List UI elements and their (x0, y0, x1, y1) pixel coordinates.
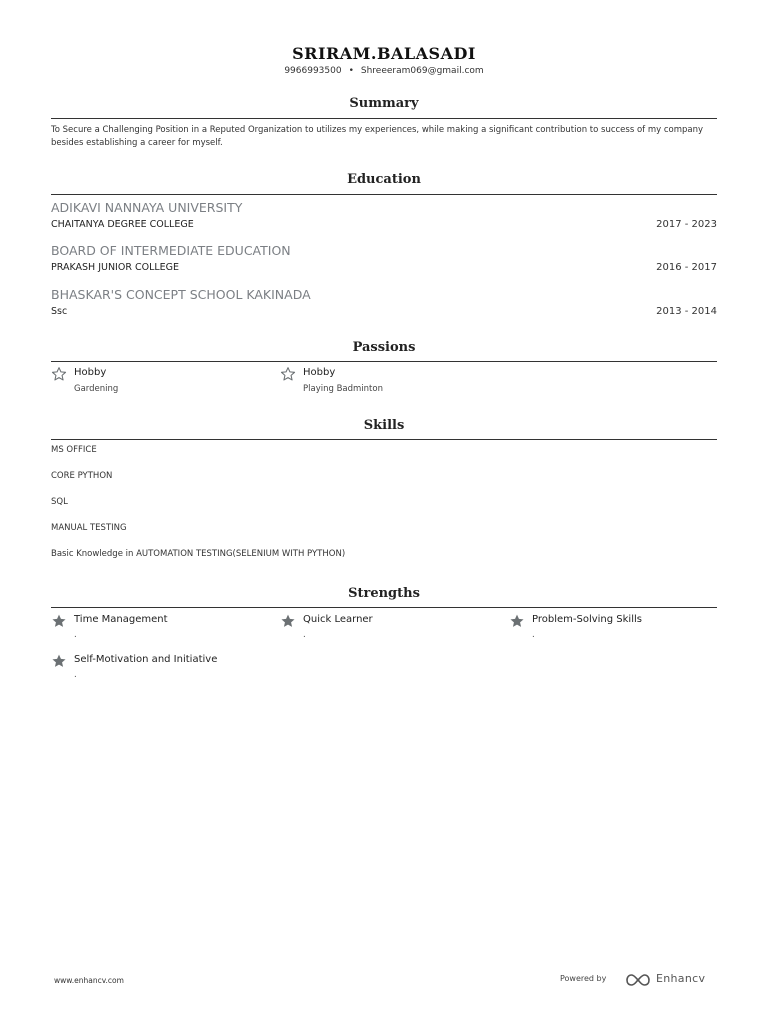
passions-divider (51, 361, 717, 362)
star-filled-icon (280, 613, 296, 629)
strength-description: . (74, 630, 77, 640)
education-institution: BHASKAR'S CONCEPT SCHOOL KAKINADA (51, 287, 311, 302)
enhancv-logo-text[interactable]: Enhancv (656, 972, 706, 985)
strength-description: . (532, 630, 535, 640)
candidate-name: SRIRAM.BALASADI (292, 44, 476, 63)
skills-divider (51, 439, 717, 440)
star-outline-icon (51, 366, 67, 382)
strength-title: Time Management (74, 614, 168, 625)
education-institution: BOARD OF INTERMEDIATE EDUCATION (51, 243, 291, 258)
education-divider (51, 194, 717, 195)
summary-heading: Summary (349, 96, 419, 111)
summary-divider (51, 118, 717, 119)
skill-item: SQL (51, 497, 68, 507)
passions-heading: Passions (352, 340, 416, 355)
star-filled-icon (51, 653, 67, 669)
education-dates: 2017 - 2023 (656, 219, 717, 230)
education-institution: ADIKAVI NANNAYA UNIVERSITY (51, 200, 243, 215)
passion-title: Hobby (303, 367, 336, 378)
summary-text: To Secure a Challenging Position in a Reputed Organization to utilizes my experiences, while making a significant contribution to success of my company besides establishing a career for myself. (51, 125, 704, 148)
strengths-heading: Strengths (348, 586, 420, 601)
strength-description: . (303, 630, 306, 640)
strength-title: Self-Motivation and Initiative (74, 654, 218, 665)
contact-line (51, 66, 717, 76)
star-filled-icon (51, 613, 67, 629)
passion-description: Playing Badminton (303, 384, 383, 394)
passion-description: Gardening (74, 384, 119, 394)
skill-item: Basic Knowledge in AUTOMATION TESTING(SELENIUM WITH PYTHON) (51, 549, 346, 559)
skill-item: MANUAL TESTING (51, 523, 127, 533)
powered-by-label: Powered by (560, 974, 607, 983)
phone-number[interactable]: 9966993500 (284, 66, 342, 76)
strength-description: . (74, 670, 77, 680)
education-school: PRAKASH JUNIOR COLLEGE (51, 262, 180, 273)
passion-title: Hobby (74, 367, 107, 378)
skills-heading: Skills (363, 418, 405, 433)
education-school: Ssc (51, 306, 68, 317)
education-heading: Education (347, 172, 421, 187)
skill-item: CORE PYTHON (51, 471, 113, 481)
email-address[interactable]: Shreeeram069@gmail.com (360, 66, 484, 76)
skill-item: MS OFFICE (51, 445, 97, 455)
footer-website-link[interactable]: www.enhancv.com (54, 976, 124, 985)
education-dates: 2016 - 2017 (656, 262, 717, 273)
education-school: CHAITANYA DEGREE COLLEGE (51, 219, 194, 230)
star-filled-icon (509, 613, 525, 629)
strength-title: Problem-Solving Skills (532, 614, 642, 625)
contact-separator: • (348, 66, 354, 76)
strengths-divider (51, 607, 717, 608)
education-dates: 2013 - 2014 (656, 306, 717, 317)
enhancv-logo-icon (624, 971, 652, 989)
strength-title: Quick Learner (303, 614, 373, 625)
star-outline-icon (280, 366, 296, 382)
